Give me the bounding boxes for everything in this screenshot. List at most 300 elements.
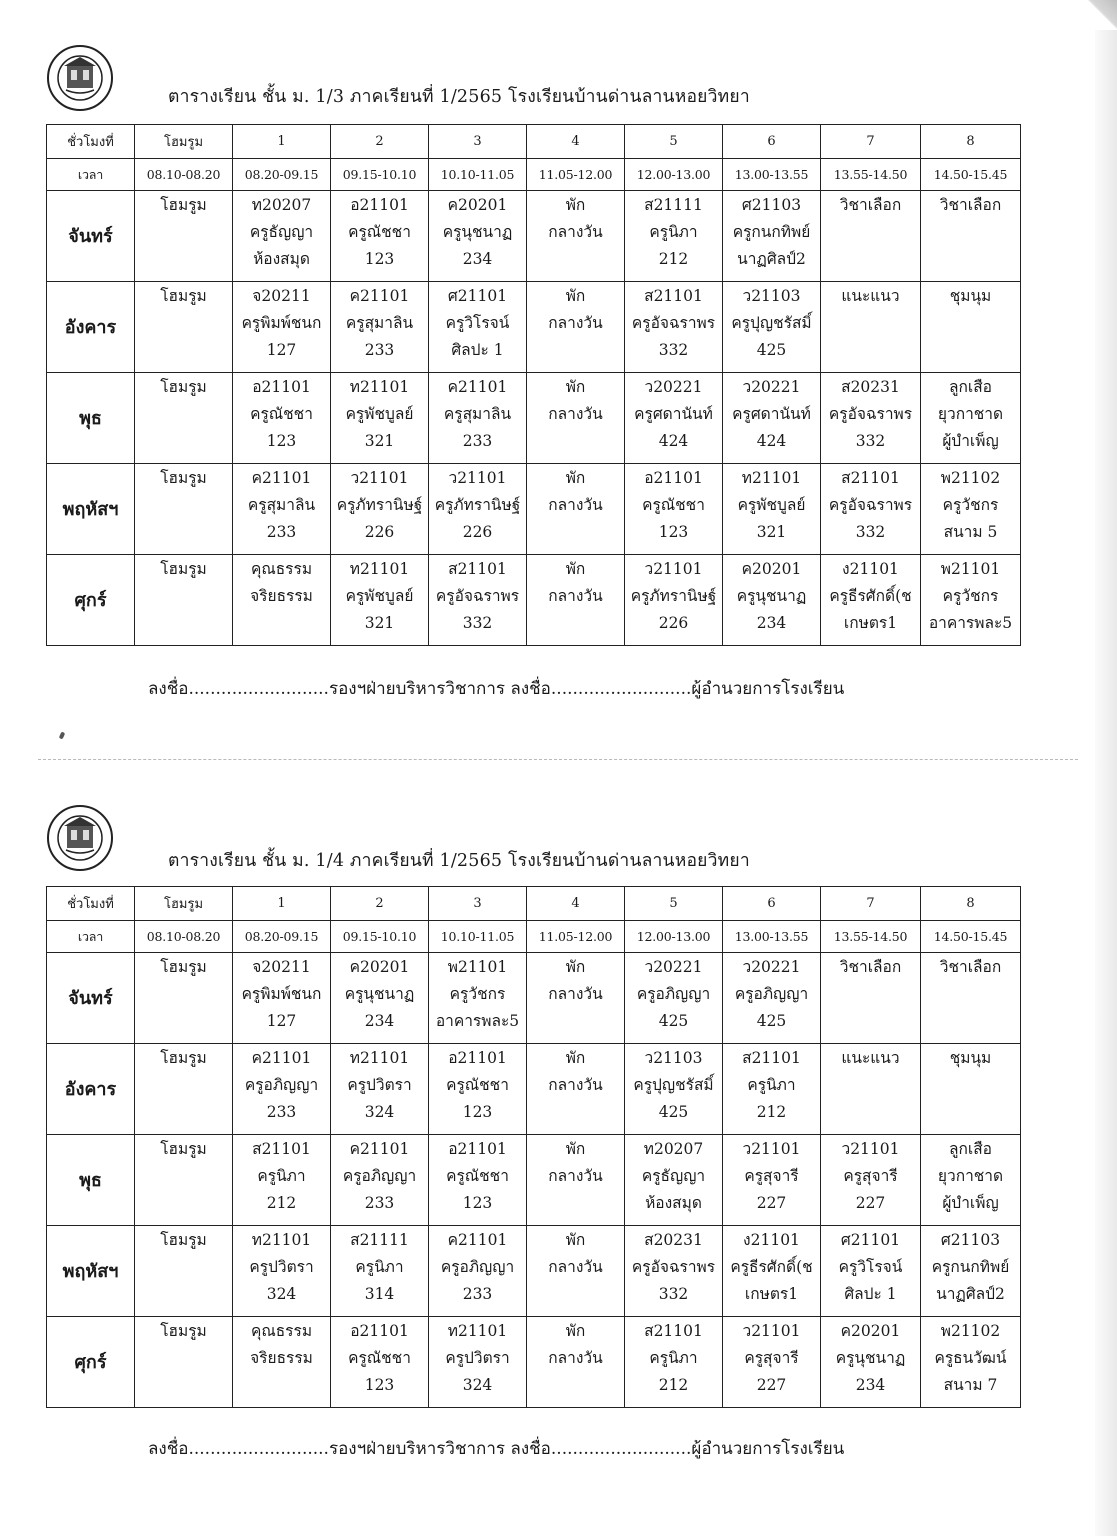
room-name: 127 [266,1012,297,1030]
teacher-name: กลางวัน [548,405,603,423]
subject-code: ท20207 [643,1140,704,1158]
class-cell [723,191,821,282]
time-row [47,921,1021,953]
day-name: พุธ [47,1135,135,1226]
subject-code: พัก [565,1049,586,1067]
class-cell [331,1135,429,1226]
class-cell [527,1044,625,1135]
teacher-name: จริยธรรม [250,587,313,605]
room-name: 314 [364,1285,395,1303]
class-cell [723,555,821,646]
class-cell [921,373,1021,464]
subject-code: พัก [565,1322,586,1340]
subject-code: ว21101 [350,469,409,487]
room-name: 324 [266,1285,297,1303]
room-name: สนาม 5 [943,523,998,541]
subject-code: อ21101 [448,1049,507,1067]
room-name: 233 [462,1285,493,1303]
schedule-title: ตารางเรียน ชั้น ม. 1/4 ภาคเรียนที่ 1/2565 โรงเรียนบ้านด่านลานหอยวิทยา [168,851,750,871]
subject-code: โฮมรูม [160,1140,207,1158]
day-row [47,1135,1021,1226]
timetable [46,124,1021,646]
subject-code: อ21101 [350,196,409,214]
day-row [47,555,1021,646]
room-name: 227 [756,1194,787,1212]
subject-code: จ20211 [252,287,311,305]
class-cell [921,1044,1021,1135]
teacher-name: ครูพัชบูลย์ [345,587,414,605]
subject-code: ว20221 [742,378,801,396]
class-cell [233,464,331,555]
teacher-name: ครูภัทรานิษฐ์ [434,496,521,514]
class-cell [821,191,921,282]
subject-code: ส21111 [350,1231,409,1249]
subject-code: ส21101 [644,1322,703,1340]
subject-code: จ20211 [252,958,311,976]
subject-code: ส21101 [644,287,703,305]
day-row [47,282,1021,373]
subject-code: ค20201 [840,1322,901,1340]
subject-code: โฮมรูม [160,1231,207,1249]
subject-code: ท21101 [349,378,410,396]
period-number: 3 [429,887,527,921]
schedule-title: ตารางเรียน ชั้น ม. 1/3 ภาคเรียนที่ 1/2565 โรงเรียนบ้านด่านลานหอยวิทยา [168,87,750,107]
room-name: 425 [756,341,787,359]
time-row [47,159,1021,191]
teacher-name: ครูนิภา [649,1349,698,1367]
room-name: ศิลปะ 1 [844,1285,897,1303]
subject-code: คุณธรรม [250,560,313,578]
class-cell [821,373,921,464]
subject-code: วิชาเลือก [839,958,902,976]
class-cell [723,1044,821,1135]
teacher-name: ครูนุชนาฏ [736,587,807,605]
room-name: 212 [658,1376,689,1394]
class-cell [625,191,723,282]
teacher-name: กลางวัน [548,587,603,605]
teacher-name: ครูธีรศักดิ์(ช [829,587,912,605]
room-name: 123 [462,1194,493,1212]
day-name: จันทร์ [47,953,135,1044]
class-cell [723,373,821,464]
teacher-name: ครูวัชกร [942,496,999,514]
teacher-name: จริยธรรม [250,1349,313,1367]
class-cell [135,1135,233,1226]
period-number: โฮมรูม [135,887,233,921]
day-name: พฤหัสฯ [47,1226,135,1317]
subject-code: โฮมรูม [160,560,207,578]
time-slot: 13.55-14.50 [821,159,921,191]
class-cell [331,373,429,464]
class-cell [233,1317,331,1408]
class-cell [527,373,625,464]
class-cell [527,1226,625,1317]
room-name: 123 [364,1376,395,1394]
class-cell [723,1135,821,1226]
room-name: 234 [462,250,493,268]
teacher-name: ครูณัชชา [348,1349,411,1367]
time-slot: 08.20-09.15 [233,159,331,191]
teacher-name: กลางวัน [548,985,603,1003]
subject-code: พัก [565,378,586,396]
room-name: นาฏศิลป์2 [936,1285,1005,1303]
teacher-name: ครูปวิตรา [445,1349,510,1367]
class-cell [135,1226,233,1317]
period-number: 4 [527,125,625,159]
subject-code: ว21101 [644,560,703,578]
class-cell [527,555,625,646]
class-cell [233,282,331,373]
teacher-name: กลางวัน [548,1349,603,1367]
day-name: อังคาร [47,282,135,373]
subject-code: พ21101 [447,958,508,976]
class-cell [723,953,821,1044]
class-cell [429,373,527,464]
room-name: 212 [266,1194,297,1212]
room-name: 332 [855,523,886,541]
class-cell [625,1226,723,1317]
room-name: อาคารพละ5 [928,614,1013,632]
room-name: ศิลปะ 1 [451,341,504,359]
subject-code: พัก [565,196,586,214]
class-cell [527,464,625,555]
subject-code: อ21101 [448,1140,507,1158]
subject-code: ว21103 [742,287,801,305]
teacher-name: ครูนิภา [355,1258,404,1276]
subject-code: ค21101 [447,1231,508,1249]
class-cell [429,1226,527,1317]
class-cell [527,953,625,1044]
class-cell [429,953,527,1044]
room-name: ห้องสมุด [645,1194,702,1212]
subject-code: แนะแนว [841,287,900,305]
subject-code: ง21101 [842,560,899,578]
period-number: 1 [233,125,331,159]
day-name: ศุกร์ [47,555,135,646]
subject-code: ท21101 [251,1231,312,1249]
subject-code: โฮมรูม [160,287,207,305]
day-row [47,464,1021,555]
teacher-name: ยุวกาชาด [937,405,1004,423]
class-cell [331,1317,429,1408]
day-row [47,953,1021,1044]
class-cell [527,1135,625,1226]
time-slot: 09.15-10.10 [331,159,429,191]
teacher-name: ครูอัจฉราพร [631,1258,716,1276]
time-slot: 13.00-13.55 [723,159,821,191]
time-label: เวลา [47,921,135,953]
teacher-name: ครูปุญชรัสมิ์ [633,1076,714,1094]
subject-code: แนะแนว [841,1049,900,1067]
teacher-name: กลางวัน [548,223,603,241]
teacher-name: ครูกนกทิพย์ [732,223,811,241]
class-cell [821,1135,921,1226]
time-slot: 12.00-13.00 [625,159,723,191]
room-name: 332 [462,614,493,632]
subject-code: ค21101 [349,287,410,305]
teacher-name: กลางวัน [548,1076,603,1094]
period-number: 7 [821,125,921,159]
room-name: 234 [364,1012,395,1030]
teacher-name: กลางวัน [548,1167,603,1185]
subject-code: ส20231 [841,378,900,396]
subject-code: พัก [565,560,586,578]
day-row [47,1044,1021,1135]
room-name: 424 [658,432,689,450]
signature-line: ลงชื่อ..........................รองฯฝ่ายบริหารวิชาการ ลงชื่อ..........................ผู้อำนวยการโรงเรียน [148,1439,845,1459]
room-name: เกษตร1 [744,1285,799,1303]
room-name: 227 [855,1194,886,1212]
class-cell [429,464,527,555]
time-label: เวลา [47,159,135,191]
teacher-name: ครูศดานันท์ [732,405,811,423]
teacher-name: ครูธัญญา [249,223,314,241]
period-number: 8 [921,125,1021,159]
subject-code: โฮมรูม [160,469,207,487]
teacher-name: ครูนุชนาฏ [442,223,513,241]
room-name: 226 [364,523,395,541]
class-cell [233,953,331,1044]
class-cell [331,1044,429,1135]
room-name: 123 [364,250,395,268]
class-cell [921,953,1021,1044]
subject-code: ชุมนุม [949,1049,992,1067]
teacher-name: ครูกนกทิพย์ [931,1258,1010,1276]
class-cell [921,464,1021,555]
day-name: จันทร์ [47,191,135,282]
teacher-name: ครูพัชบูลย์ [737,496,806,514]
teacher-name: ครูธัญญา [641,1167,706,1185]
room-name: 425 [658,1012,689,1030]
room-name: 123 [266,432,297,450]
room-name: 324 [364,1103,395,1121]
class-cell [331,191,429,282]
class-cell [135,1317,233,1408]
subject-code: ค20201 [741,560,802,578]
class-cell [135,953,233,1044]
teacher-name: ครูพิมพ์ชนก [241,314,322,332]
class-cell [135,282,233,373]
header-row [47,125,1021,159]
subject-code: ท21101 [741,469,802,487]
teacher-name: ครูอภิญญา [244,1076,319,1094]
school-logo-icon [46,44,114,112]
subject-code: โฮมรูม [160,958,207,976]
teacher-name: กลางวัน [548,496,603,514]
class-cell [233,555,331,646]
subject-code: วิชาเลือก [839,196,902,214]
teacher-name: ครูนิภา [649,223,698,241]
teacher-name: ยุวกาชาด [937,1167,1004,1185]
subject-code: ว20221 [644,378,703,396]
subject-code: ลูกเสือ [949,1140,992,1158]
class-cell [921,555,1021,646]
folded-corner [1087,0,1117,30]
subject-code: อ21101 [252,378,311,396]
signature-line: ลงชื่อ..........................รองฯฝ่ายบริหารวิชาการ ลงชื่อ..........................ผู้อำนวยการโรงเรียน [148,679,845,699]
subject-code: ท21101 [349,1049,410,1067]
teacher-name: ครูณัชชา [446,1167,509,1185]
time-slot: 09.15-10.10 [331,921,429,953]
subject-code: ท20207 [251,196,312,214]
class-cell [135,1044,233,1135]
day-name: ศุกร์ [47,1317,135,1408]
room-name: 324 [462,1376,493,1394]
class-cell [331,1226,429,1317]
class-cell [625,953,723,1044]
teacher-name: ครูอัจฉราพร [435,587,520,605]
time-slot: 14.50-15.45 [921,159,1021,191]
subject-code: ส21101 [252,1140,311,1158]
subject-code: ชุมนุม [949,287,992,305]
period-number: 6 [723,887,821,921]
subject-code: ส21101 [841,469,900,487]
subject-code: พัก [565,1140,586,1158]
subject-code: ค21101 [349,1140,410,1158]
teacher-name: ครูวัชกร [942,587,999,605]
subject-code: ส21101 [742,1049,801,1067]
teacher-name: กลางวัน [548,1258,603,1276]
teacher-name: ครูอัจฉราพร [828,496,913,514]
class-cell [921,1135,1021,1226]
room-name: 321 [364,432,395,450]
teacher-name: ครูสุจารี [744,1349,799,1367]
class-cell [429,1135,527,1226]
teacher-name: ครูธีรศักดิ์(ช [730,1258,813,1276]
class-cell [821,1044,921,1135]
class-cell [527,1317,625,1408]
time-slot: 13.55-14.50 [821,921,921,953]
day-row [47,1226,1021,1317]
class-cell [821,1226,921,1317]
day-row [47,1317,1021,1408]
subject-code: ศ21101 [447,287,508,305]
subject-code: ง21101 [743,1231,800,1249]
room-name: เกษตร1 [843,614,898,632]
class-cell [331,282,429,373]
room-name: ห้องสมุด [253,250,310,268]
day-name: พฤหัสฯ [47,464,135,555]
subject-code: พัก [565,958,586,976]
class-cell [429,555,527,646]
room-name: 127 [266,341,297,359]
teacher-name: ครูนุชนาฏ [835,1349,906,1367]
class-cell [429,282,527,373]
room-name: 332 [658,341,689,359]
room-name: 321 [364,614,395,632]
room-name: 212 [658,250,689,268]
room-name: 332 [855,432,886,450]
period-header: ชั่วโมงที่ [47,125,135,159]
class-cell [821,555,921,646]
teacher-name: ครูสุจารี [744,1167,799,1185]
teacher-name: ครูณัชชา [348,223,411,241]
teacher-name: ครูสุมาลิน [443,405,512,423]
subject-code: ค20201 [349,958,410,976]
period-number: 4 [527,887,625,921]
subject-code: ว21103 [644,1049,703,1067]
room-name: 424 [756,432,787,450]
room-name: 234 [756,614,787,632]
subject-code: ลูกเสือ [949,378,992,396]
class-cell [723,464,821,555]
period-number: 5 [625,125,723,159]
period-number: 6 [723,125,821,159]
teacher-name: ครูณัชชา [642,496,705,514]
class-cell [821,1317,921,1408]
teacher-name: ครูปวิตรา [249,1258,314,1276]
room-name: ผู้บำเพ็ญ [942,432,999,450]
time-slot: 13.00-13.55 [723,921,821,953]
time-slot: 10.10-11.05 [429,159,527,191]
teacher-name: ครูภัทรานิษฐ์ [630,587,717,605]
subject-code: ศ21103 [741,196,802,214]
class-cell [233,373,331,464]
subject-code: โฮมรูม [160,1049,207,1067]
period-number: 7 [821,887,921,921]
class-cell [331,953,429,1044]
teacher-name: ครูวิโรจน์ [445,314,510,332]
day-row [47,373,1021,464]
room-name: ผู้บำเพ็ญ [942,1194,999,1212]
teacher-name: ครูศดานันท์ [634,405,713,423]
teacher-name: ครูพัชบูลย์ [345,405,414,423]
room-name: 233 [266,523,297,541]
room-name: นาฏศิลป์2 [737,250,806,268]
subject-code: วิชาเลือก [939,196,1002,214]
room-name: 233 [462,432,493,450]
school-logo-icon [46,804,114,872]
class-cell [723,1226,821,1317]
period-number: 5 [625,887,723,921]
teacher-name: ครูอัจฉราพร [828,405,913,423]
teacher-name: ครูอัจฉราพร [631,314,716,332]
teacher-name: ครูภัทรานิษฐ์ [336,496,423,514]
subject-code: ค20201 [447,196,508,214]
time-slot: 11.05-12.00 [527,159,625,191]
day-name: พุธ [47,373,135,464]
header-row [47,887,1021,921]
period-number: 2 [331,125,429,159]
room-name: 123 [658,523,689,541]
room-name: 321 [756,523,787,541]
subject-code: อ21101 [644,469,703,487]
page-edge [1095,0,1117,1536]
timetable [46,886,1021,1408]
subject-code: อ21101 [350,1322,409,1340]
period-header: ชั่วโมงที่ [47,887,135,921]
room-name: 123 [462,1103,493,1121]
time-slot: 08.10-08.20 [135,921,233,953]
teacher-name: ครูอภิญญา [342,1167,417,1185]
room-name: 226 [462,523,493,541]
room-name: 233 [364,1194,395,1212]
class-cell [331,555,429,646]
subject-code: พัก [565,469,586,487]
subject-code: พัก [565,287,586,305]
teacher-name: ครูอภิญญา [734,985,809,1003]
room-name: 233 [364,341,395,359]
period-number: 1 [233,887,331,921]
subject-code: พ21102 [940,469,1001,487]
paper-speck [59,731,66,739]
class-cell [429,191,527,282]
subject-code: ว21101 [448,469,507,487]
class-cell [625,282,723,373]
class-cell [233,1044,331,1135]
cut-line [38,759,1078,760]
class-cell [921,282,1021,373]
